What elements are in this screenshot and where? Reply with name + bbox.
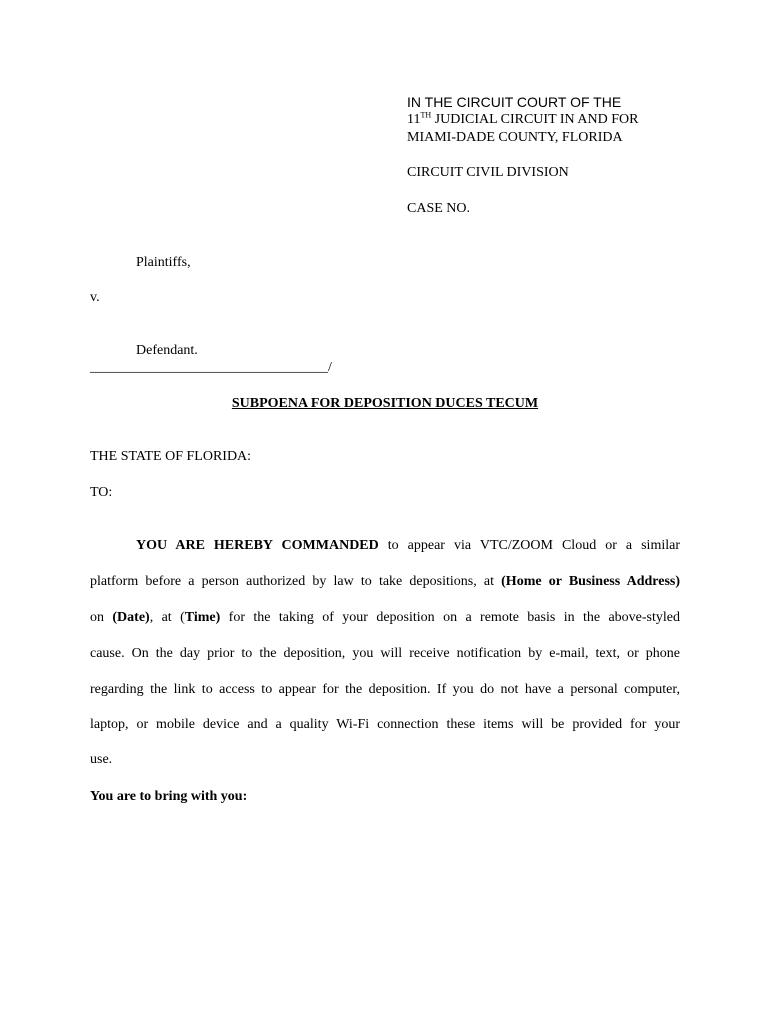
body-line-1-text: to appear via VTC/ZOOM Cloud or a similar <box>378 538 680 553</box>
body-line-2-text: platform before a person authorized by law to take depositions, at <box>90 574 502 589</box>
commanded-phrase: YOU ARE HEREBY COMMANDED <box>136 538 379 553</box>
circuit-ordinal: TH <box>420 110 432 120</box>
body-line-6: laptop, or mobile device and a quality Wi-Fi connection these items will be provided for your <box>90 717 680 732</box>
court-caption-line3: MIAMI-DADE COUNTY, FLORIDA <box>407 130 623 145</box>
circuit-text: JUDICIAL CIRCUIT IN AND FOR <box>431 112 639 127</box>
body-line-7: use. <box>90 752 113 767</box>
versus-label: v. <box>90 290 100 305</box>
body-line-5: regarding the link to access to appear for the deposition. If you do not have a personal computer, <box>90 682 680 697</box>
document-title: SUBPOENA FOR DEPOSITION DUCES TECUM <box>231 396 539 411</box>
division-label: CIRCUIT CIVIL DIVISION <box>407 165 569 180</box>
body-line-1 <box>136 537 680 555</box>
court-caption <box>407 93 638 147</box>
circuit-number: 11 <box>407 112 421 127</box>
bring-with-you-label: You are to bring with you: <box>90 789 248 804</box>
body-line-2 <box>90 573 680 591</box>
caption-signature-line: __________________________________/ <box>90 360 332 375</box>
court-caption-line1: IN THE CIRCUIT COURT OF THE <box>407 94 622 110</box>
defendant-label: Defendant. <box>136 343 198 358</box>
body-line-3-on: on <box>90 610 113 625</box>
body-line-3-text: for the taking of your deposition on a remote basis in the above-styled <box>220 610 681 625</box>
date-placeholder: (Date) <box>112 610 150 625</box>
court-caption-line2 <box>407 111 638 129</box>
case-number-label: CASE NO. <box>407 201 471 216</box>
to-label: TO: <box>90 485 113 500</box>
body-line-4: cause. On the day prior to the deposition, you will receive notification by e-mail, text, or phone <box>90 646 680 661</box>
time-placeholder: Time) <box>184 610 221 625</box>
body-line-3 <box>90 609 680 627</box>
plaintiffs-label: Plaintiffs, <box>136 255 191 270</box>
state-of-florida-label: THE STATE OF FLORIDA: <box>90 449 252 464</box>
address-placeholder: (Home or Business Address) <box>501 574 681 589</box>
body-line-3-at: , at ( <box>149 610 185 625</box>
